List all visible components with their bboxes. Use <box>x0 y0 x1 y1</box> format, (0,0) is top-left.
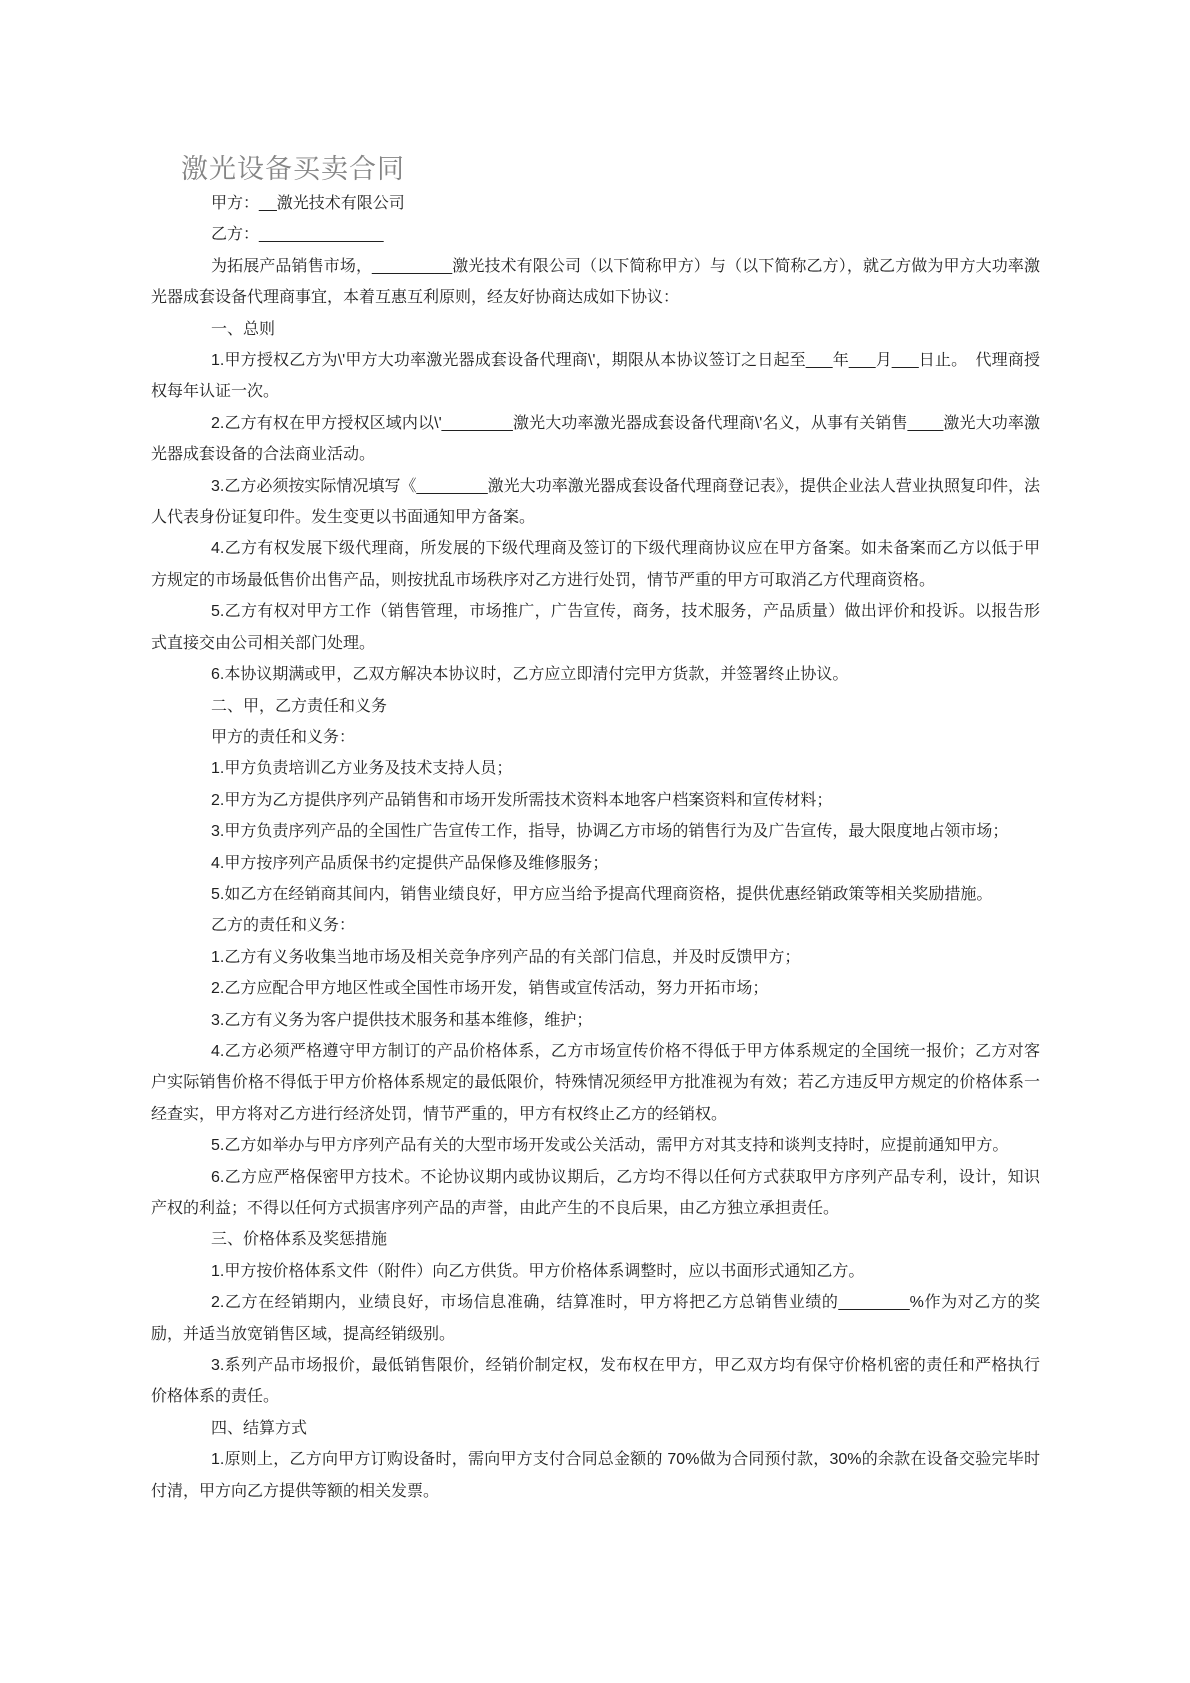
section-heading-4: 四、结算方式 <box>211 1419 308 1437</box>
paragraph: 6.乙方应严格保密甲方技术。不论协议期内或协议期后，乙方均不得以任何方式获取甲方序列产品专利，设计，知识产权的利益；不得以任何方式损害序列产品的声誉，由此产生的不良后果，由乙方独立承担责任。 <box>151 1168 1040 1217</box>
paragraph: 4.甲方按序列产品质保书约定提供产品保修及维修服务； <box>211 854 609 872</box>
subsection-heading: 甲方的责任和义务： <box>211 728 356 746</box>
section-heading-3: 三、价格体系及奖惩措施 <box>211 1231 388 1249</box>
paragraph-party-a: 甲方：__激光技术有限公司 <box>211 195 405 212</box>
section-heading-1: 一、总则 <box>211 320 276 338</box>
paragraph: 5.乙方有权对甲方工作（销售管理，市场推广，广告宣传，商务，技术服务，产品质量）做出评价和投诉。以报告形式直接交由公司相关部门处理。 <box>151 603 1040 652</box>
paragraph: 2.乙方在经销期内，业绩良好，市场信息准确，结算准时，甲方将把乙方总销售业绩的________%作为对乙方的奖励，并适当放宽销售区域，提高经销级别。 <box>151 1294 1040 1343</box>
paragraph: 2.甲方为乙方提供序列产品销售和市场开发所需技术资料本地客户档案资料和宣传材料； <box>211 791 833 809</box>
paragraph: 5.乙方如举办与甲方序列产品有关的大型市场开发或公关活动，需甲方对其支持和谈判支持时，应提前通知甲方。 <box>211 1137 1009 1155</box>
paragraph: 2.乙方有权在甲方授权区域内以\'________激光大功率激光器成套设备代理商\'名义，从事有关销售____激光大功率激光器成套设备的合法商业活动。 <box>151 414 1040 464</box>
paragraph: 1.原则上，乙方向甲方订购设备时，需向甲方支付合同总金额的 70%做为合同预付款，30%的余款在设备交验完毕时付清，甲方向乙方提供等额的相关发票。 <box>151 1451 1040 1500</box>
paragraph: 1.乙方有义务收集当地市场及相关竞争序列产品的有关部门信息，并及时反馈甲方； <box>211 948 801 966</box>
paragraph: 3.乙方有义务为客户提供技术服务和基本维修，维护； <box>211 1011 593 1029</box>
paragraph: 6.本协议期满或甲，乙双方解决本协议时，乙方应立即清付完甲方货款，并签署终止协议。 <box>211 666 849 684</box>
paragraph: 2.乙方应配合甲方地区性或全国性市场开发，销售或宣传活动，努力开拓市场； <box>211 980 769 998</box>
subsection-heading: 乙方的责任和义务： <box>211 917 356 935</box>
paragraph-preamble: 为拓展产品销售市场，_________激光技术有限公司（以下简称甲方）与（以下简称乙方），就乙方做为甲方大功率激光器成套设备代理商事宜，本着互惠互利原则，经友好协商达成如下协议： <box>151 257 1040 307</box>
paragraph-party-b: 乙方：______________ <box>211 226 384 244</box>
paragraph: 1.甲方负责培训乙方业务及技术支持人员； <box>211 760 513 778</box>
paragraph: 4.乙方有权发展下级代理商，所发展的下级代理商及签订的下级代理商协议应在甲方备案。如未备案而乙方以低于甲方规定的市场最低售价出售产品，则按扰乱市场秩序对乙方进行处罚，情节严重的甲方可取消乙方代理商资格。 <box>151 540 1040 589</box>
paragraph: 1.甲方授权乙方为\'甲方大功率激光器成套设备代理商\'，期限从本协议签订之日起至___年___月___日止。 代理商授权每年认证一次。 <box>151 352 1040 401</box>
paragraph: 4.乙方必须严格遵守甲方制订的产品价格体系，乙方市场宣传价格不得低于甲方体系规定的全国统一报价；乙方对客户实际销售价格不得低于甲方价格体系规定的最低限价，特殊情况须经甲方批准视为有效；若乙方违反甲方规定的价格体系一经查实，甲方将对乙方进行经济处罚，情节严重的，甲方有权终止乙方的经销权。 <box>151 1042 1040 1123</box>
section-heading-2: 二、甲，乙方责任和义务 <box>211 697 388 715</box>
document-title: 激光设备买卖合同 <box>181 154 405 184</box>
paragraph: 5.如乙方在经销商其间内，销售业绩良好，甲方应当给予提高代理商资格，提供优惠经销政策等相关奖励措施。 <box>211 885 993 903</box>
paragraph: 3.系列产品市场报价，最低销售限价，经销价制定权，发布权在甲方，甲乙双方均有保守价格机密的责任和严格执行价格体系的责任。 <box>151 1357 1040 1406</box>
paragraph: 1.甲方按价格体系文件（附件）向乙方供货。甲方价格体系调整时，应以书面形式通知乙方。 <box>211 1262 865 1280</box>
paragraph: 3.甲方负责序列产品的全国性广告宣传工作，指导，协调乙方市场的销售行为及广告宣传，最大限度地占领市场； <box>211 823 1009 841</box>
paragraph: 3.乙方必须按实际情况填写《________激光大功率激光器成套设备代理商登记表》，提供企业法人营业执照复印件，法人代表身份证复印件。发生变更以书面通知甲方备案。 <box>151 477 1040 527</box>
